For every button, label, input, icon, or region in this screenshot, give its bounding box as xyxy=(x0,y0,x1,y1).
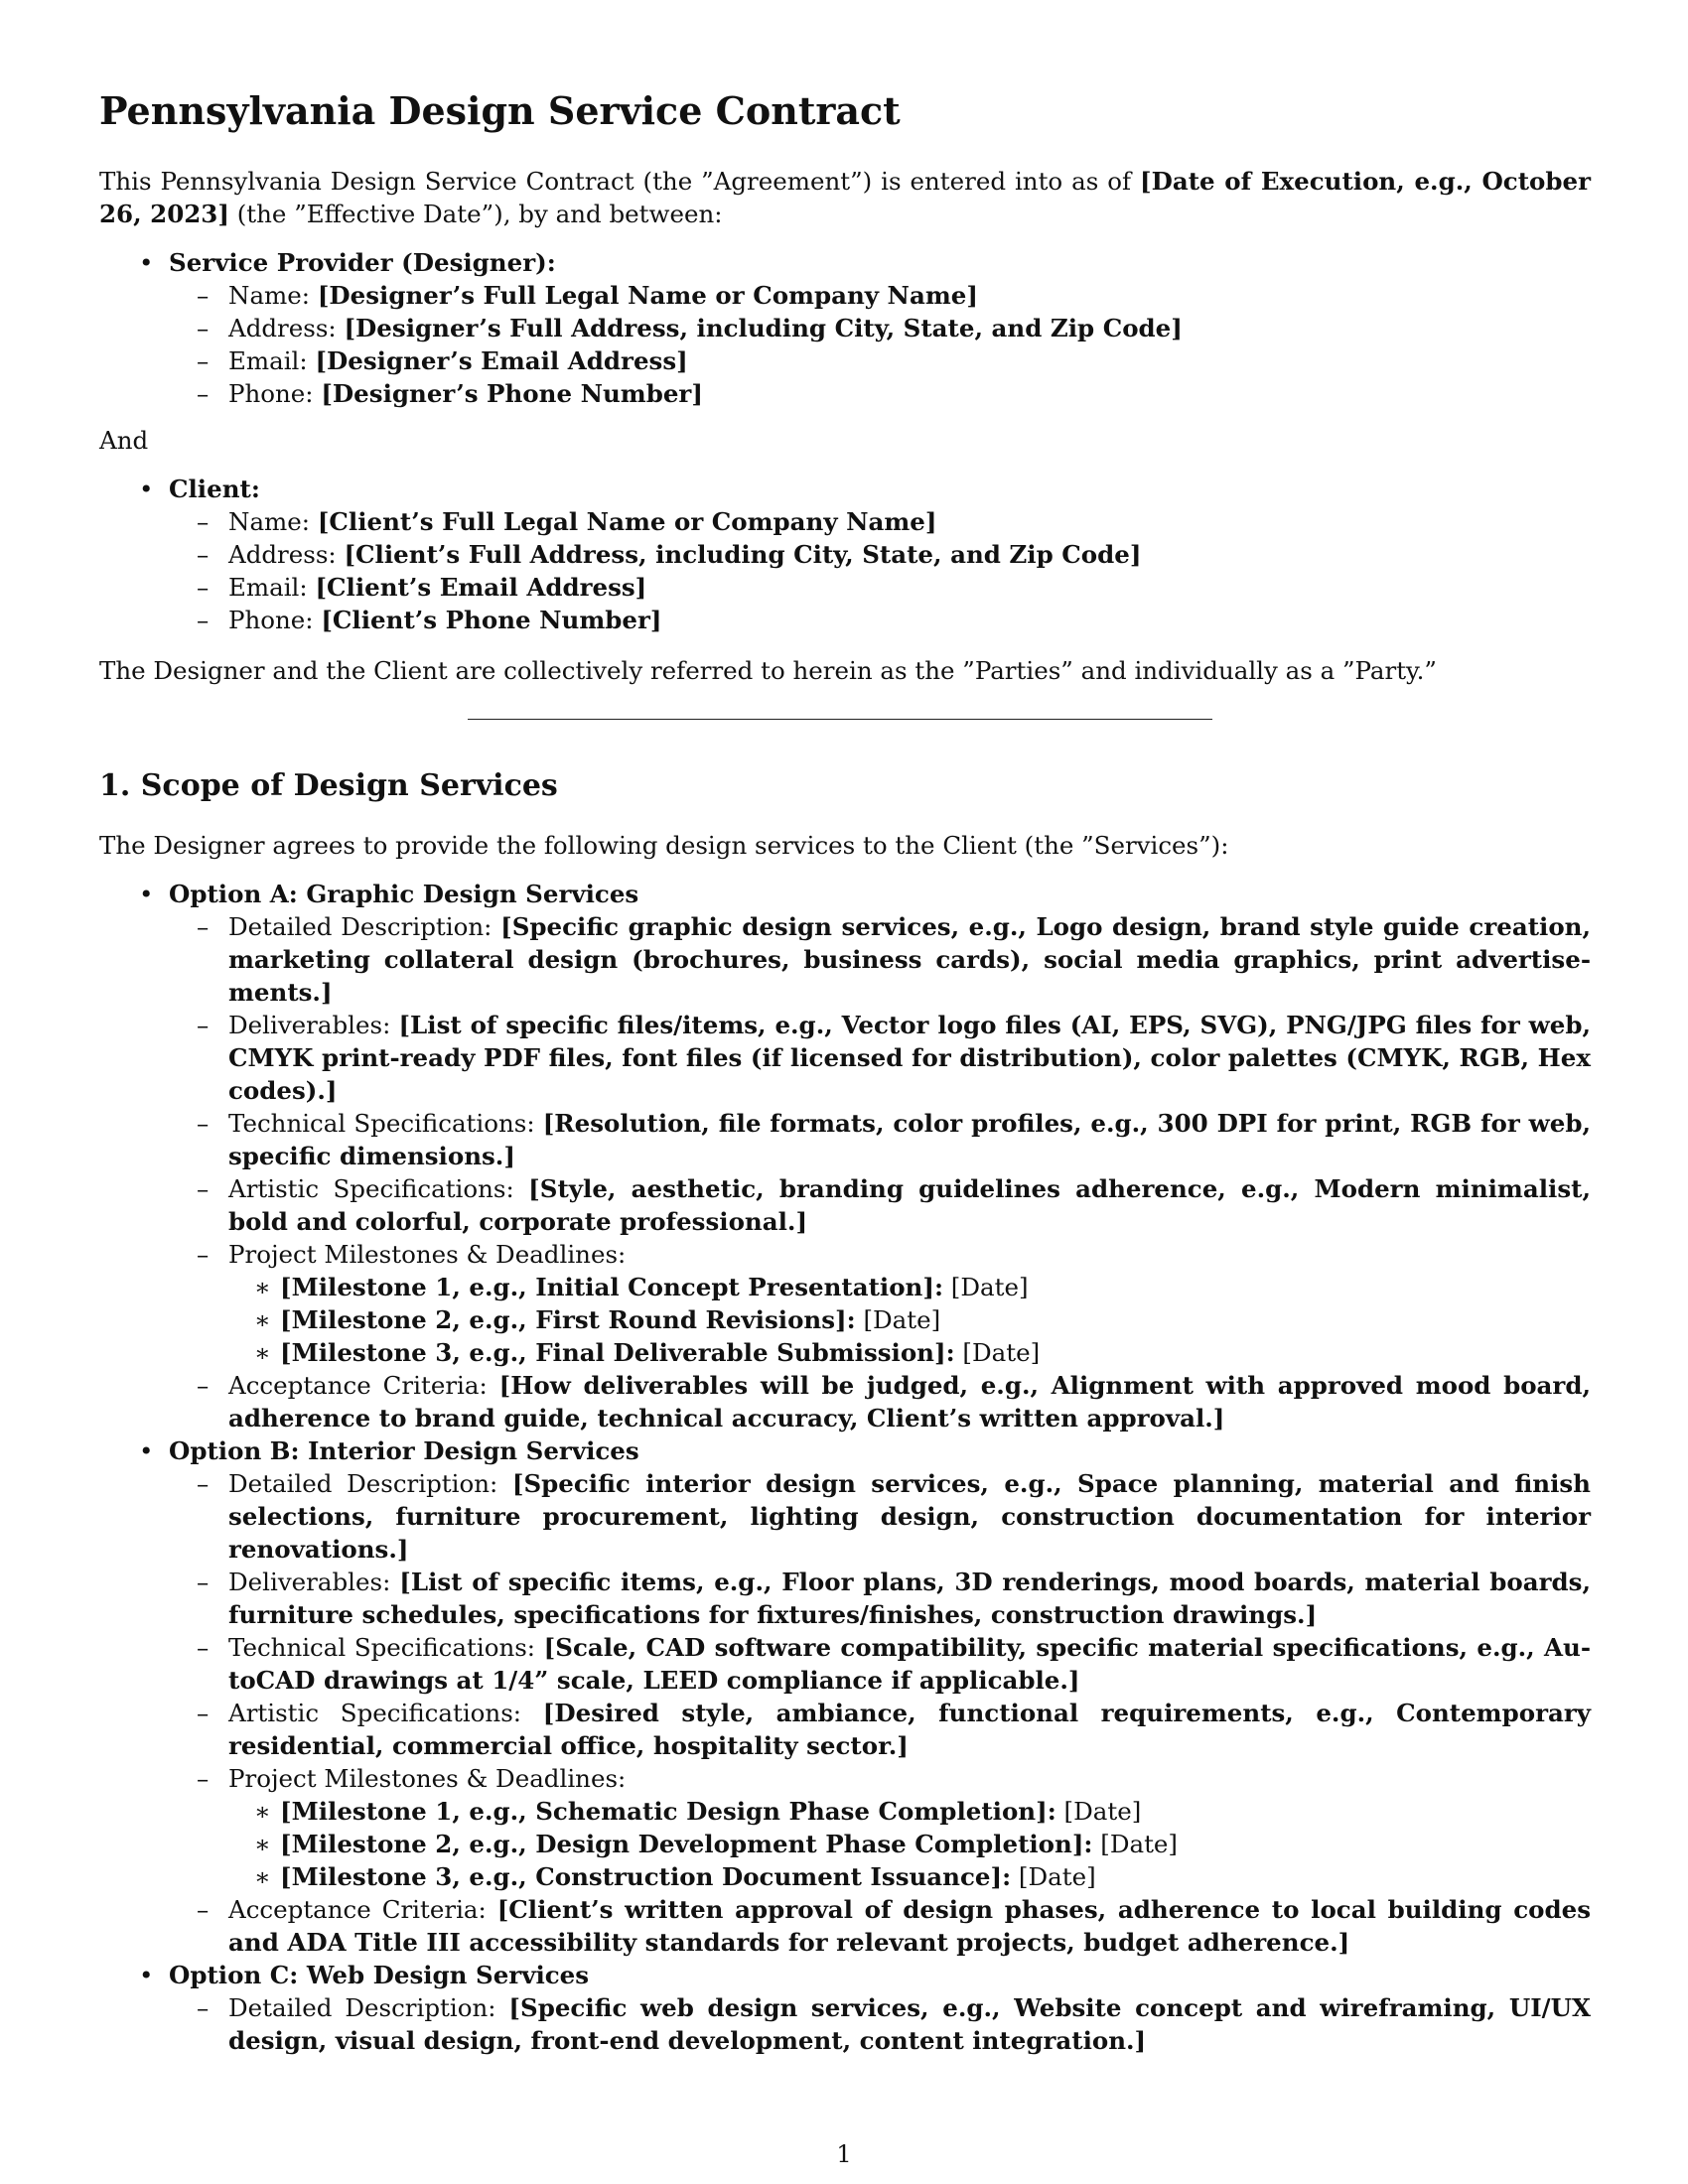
field-value: [Designer’s Phone Number] xyxy=(321,379,703,408)
client-heading: Client: xyxy=(169,475,260,503)
item-label: Detailed Description: xyxy=(228,912,501,941)
dash-icon: – xyxy=(197,573,210,602)
option-b-artistic-specs xyxy=(169,1697,1591,1762)
field-value: [Client’s Full Address, including City, State, and Zip Code] xyxy=(344,540,1142,569)
asterisk-icon: ∗ xyxy=(254,1273,271,1301)
field-label: Email: xyxy=(228,346,316,375)
dash-icon: – xyxy=(197,1633,210,1662)
effective-date-placeholder: [Date of Execution, e.g., October 26, 2023] xyxy=(99,167,1591,228)
item-value: [How deliverables will be judged, e.g., Alignment with approved mood board, adherence to brand guide, technical accuracy, Client’s written approval.] xyxy=(228,1371,1591,1433)
item-value: [Desired style, ambiance, functional requirements, e.g., Contemporary residential, commercial office, hospitality sector.] xyxy=(228,1699,1591,1760)
field-value: [Client’s Email Address] xyxy=(315,573,647,602)
field-value: [Client’s Phone Number] xyxy=(321,606,662,634)
client-phone-field xyxy=(169,604,1591,636)
milestone-value: [Milestone 3, e.g., Construction Document Issuance]: xyxy=(280,1862,1012,1891)
dash-icon: – xyxy=(197,1764,210,1793)
bullet-icon: • xyxy=(139,880,154,908)
option-a-milestones xyxy=(169,1238,1591,1369)
designer-name-field xyxy=(169,279,1591,312)
milestone-item xyxy=(228,1860,1591,1893)
milestone-value: [Milestone 1, e.g., Initial Concept Presentation]: xyxy=(280,1273,944,1301)
dash-icon: – xyxy=(197,1109,210,1138)
option-c-description xyxy=(169,1991,1591,2057)
option-a-deliverables xyxy=(169,1009,1591,1107)
milestone-date: [Date] xyxy=(1092,1830,1178,1858)
dash-icon: – xyxy=(197,540,210,569)
option-b-technical-specs xyxy=(169,1631,1591,1697)
services-options-list xyxy=(99,878,1591,2057)
item-value: [Specific graphic design services, e.g., Logo design, brand style guide creation, marketing collateral design (brochures, business cards), social media graphics, print advertisements.] xyxy=(228,912,1592,1007)
contract-page xyxy=(99,87,1591,2057)
dash-icon: – xyxy=(197,281,210,310)
asterisk-icon: ∗ xyxy=(254,1797,271,1826)
dash-icon: – xyxy=(197,912,210,941)
dash-icon: – xyxy=(197,1699,210,1727)
field-label: Address: xyxy=(228,540,345,569)
option-b-deliverables xyxy=(169,1566,1591,1631)
item-value: [Client’s written approval of design phases, adherence to local building codes and ADA Title III accessibility standards for relevant projects, budget adherence.] xyxy=(228,1895,1591,1957)
dash-icon: – xyxy=(197,1174,210,1203)
designer-heading: Service Provider (Designer): xyxy=(169,248,556,277)
option-c-details xyxy=(169,1991,1591,2057)
item-label: Acceptance Criteria: xyxy=(228,1895,497,1924)
field-value: [Client’s Full Legal Name or Company Name] xyxy=(317,507,937,536)
option-b-acceptance xyxy=(169,1893,1591,1959)
milestone-item xyxy=(228,1795,1591,1828)
designer-address-field xyxy=(169,312,1591,344)
option-b xyxy=(99,1434,1591,1959)
item-label: Artistic Specifications: xyxy=(228,1174,529,1203)
option-a-description xyxy=(169,910,1591,1009)
option-b-details xyxy=(169,1467,1591,1959)
bullet-icon: • xyxy=(139,1436,154,1465)
field-label: Phone: xyxy=(228,606,322,634)
item-label: Deliverables: xyxy=(228,1568,400,1596)
client-address-field xyxy=(169,538,1591,571)
dash-icon: – xyxy=(197,1371,210,1400)
milestone-value: [Milestone 3, e.g., Final Deliverable Submission]: xyxy=(280,1338,955,1367)
milestone-date: [Date] xyxy=(1011,1862,1096,1891)
dash-icon: – xyxy=(197,346,210,375)
dash-icon: – xyxy=(197,1240,210,1269)
field-label: Name: xyxy=(228,507,318,536)
field-value: [Designer’s Email Address] xyxy=(315,346,688,375)
milestone-date: [Date] xyxy=(1055,1797,1142,1826)
milestone-date: [Date] xyxy=(943,1273,1029,1301)
dash-icon: – xyxy=(197,507,210,536)
bullet-icon: • xyxy=(139,1961,154,1989)
option-a-details xyxy=(169,910,1591,1434)
asterisk-icon: ∗ xyxy=(254,1862,271,1891)
field-label: Name: xyxy=(228,281,318,310)
option-b-milestone-list xyxy=(228,1795,1591,1893)
field-label: Phone: xyxy=(228,379,322,408)
designer-party-list xyxy=(99,246,1591,410)
item-label: Project Milestones & Deadlines: xyxy=(228,1764,627,1793)
bullet-icon: • xyxy=(139,475,154,503)
designer-phone-field xyxy=(169,377,1591,410)
field-value: [Designer’s Full Legal Name or Company Name] xyxy=(317,281,978,310)
option-b-heading: Option B: Interior Design Services xyxy=(169,1436,639,1465)
dash-icon: – xyxy=(197,1011,210,1039)
field-value: [Designer’s Full Address, including City, State, and Zip Code] xyxy=(344,314,1183,342)
option-b-description xyxy=(169,1467,1591,1566)
page-number: 1 xyxy=(836,2140,852,2168)
milestone-date: [Date] xyxy=(855,1305,941,1334)
dash-icon: – xyxy=(197,314,210,342)
option-a xyxy=(99,878,1591,1434)
option-a-milestone-list xyxy=(228,1271,1591,1369)
dash-icon: – xyxy=(197,379,210,408)
milestone-item xyxy=(228,1303,1591,1336)
item-label: Artistic Specifications: xyxy=(228,1699,543,1727)
milestone-value: [Milestone 1, e.g., Schematic Design Phase Completion]: xyxy=(280,1797,1056,1826)
client-email-field xyxy=(169,571,1591,604)
milestone-date: [Date] xyxy=(954,1338,1041,1367)
horizontal-rule xyxy=(468,719,1212,720)
option-b-milestones xyxy=(169,1762,1591,1893)
client-party xyxy=(99,473,1591,636)
item-label: Detailed Description: xyxy=(228,1469,512,1498)
option-a-artistic-specs xyxy=(169,1172,1591,1238)
option-c xyxy=(99,1959,1591,2057)
client-party-list xyxy=(99,473,1591,636)
section-1-intro: The Designer agrees to provide the following design services to the Client (the ”Services”): xyxy=(99,831,1229,860)
milestone-item xyxy=(228,1271,1591,1303)
intro-text-post: (the ”Effective Date”), by and between: xyxy=(228,200,723,228)
dash-icon: – xyxy=(197,1895,210,1924)
intro-paragraph xyxy=(99,165,1591,230)
option-c-heading: Option C: Web Design Services xyxy=(169,1961,590,1989)
client-name-field xyxy=(169,505,1591,538)
dash-icon: – xyxy=(197,1993,210,2022)
intro-text-pre: This Pennsylvania Design Service Contract (the ”Agreement”) is entered into as of xyxy=(99,167,1140,196)
designer-email-field xyxy=(169,344,1591,377)
milestone-item xyxy=(228,1828,1591,1860)
item-label: Technical Specifications: xyxy=(228,1109,543,1138)
item-label: Detailed Description: xyxy=(228,1993,509,2022)
milestone-value: [Milestone 2, e.g., Design Development Phase Completion]: xyxy=(280,1830,1093,1858)
item-value: [Style, aesthetic, branding guidelines adherence, e.g., Modern minimalist, bold and colorful, corporate professional.] xyxy=(228,1174,1591,1236)
dash-icon: – xyxy=(197,606,210,634)
asterisk-icon: ∗ xyxy=(254,1305,271,1334)
dash-icon: – xyxy=(197,1469,210,1498)
item-label: Deliverables: xyxy=(228,1011,399,1039)
milestone-item xyxy=(228,1336,1591,1369)
field-label: Address: xyxy=(228,314,345,342)
field-label: Email: xyxy=(228,573,316,602)
asterisk-icon: ∗ xyxy=(254,1338,271,1367)
designer-party xyxy=(99,246,1591,410)
dash-icon: – xyxy=(197,1568,210,1596)
item-value: [List of specific files/items, e.g., Vector logo files (AI, EPS, SVG), PNG/JPG files for web, CMYK print-ready PDF files, font files (if licensed for distribution), color palettes (CMYK, RGB, Hex codes).] xyxy=(228,1011,1591,1105)
document-title: Pennsylvania Design Service Contract xyxy=(99,88,901,133)
item-value: [Resolution, file formats, color profiles, e.g., 300 DPI for print, RGB for web, specific dimensions.] xyxy=(228,1109,1591,1170)
item-value: [List of specific items, e.g., Floor plans, 3D renderings, mood boards, material boards, furniture schedules, specifications for fixtures/finishes, construction drawings.] xyxy=(228,1568,1592,1629)
option-a-technical-specs xyxy=(169,1107,1591,1172)
asterisk-icon: ∗ xyxy=(254,1830,271,1858)
option-a-heading: Option A: Graphic Design Services xyxy=(169,880,639,908)
item-label: Technical Specifications: xyxy=(228,1633,544,1662)
item-value: [Scale, CAD software compatibility, specific material specifications, e.g., AutoCAD drawings at 1/4” scale, LEED compliance if applicable.] xyxy=(228,1633,1592,1695)
section-1-title: 1. Scope of Design Services xyxy=(99,768,558,803)
item-value: [Specific interior design services, e.g., Space planning, material and finish selections, furniture procurement, lighting design, construction documentation for interior renovations.] xyxy=(228,1469,1591,1564)
parties-paragraph: The Designer and the Client are collectively referred to herein as the ”Parties” and individually as a ”Party.” xyxy=(99,656,1437,685)
option-a-acceptance xyxy=(169,1369,1591,1434)
item-label: Project Milestones & Deadlines: xyxy=(228,1240,627,1269)
item-value: [Specific web design services, e.g., Website concept and wireframing, UI/UX design, visual design, front-end development, content integration.] xyxy=(228,1993,1592,2055)
designer-fields xyxy=(169,279,1591,410)
milestone-value: [Milestone 2, e.g., First Round Revisions]: xyxy=(280,1305,856,1334)
bullet-icon: • xyxy=(139,248,154,277)
and-text: And xyxy=(99,426,149,455)
item-label: Acceptance Criteria: xyxy=(228,1371,499,1400)
client-fields xyxy=(169,505,1591,636)
